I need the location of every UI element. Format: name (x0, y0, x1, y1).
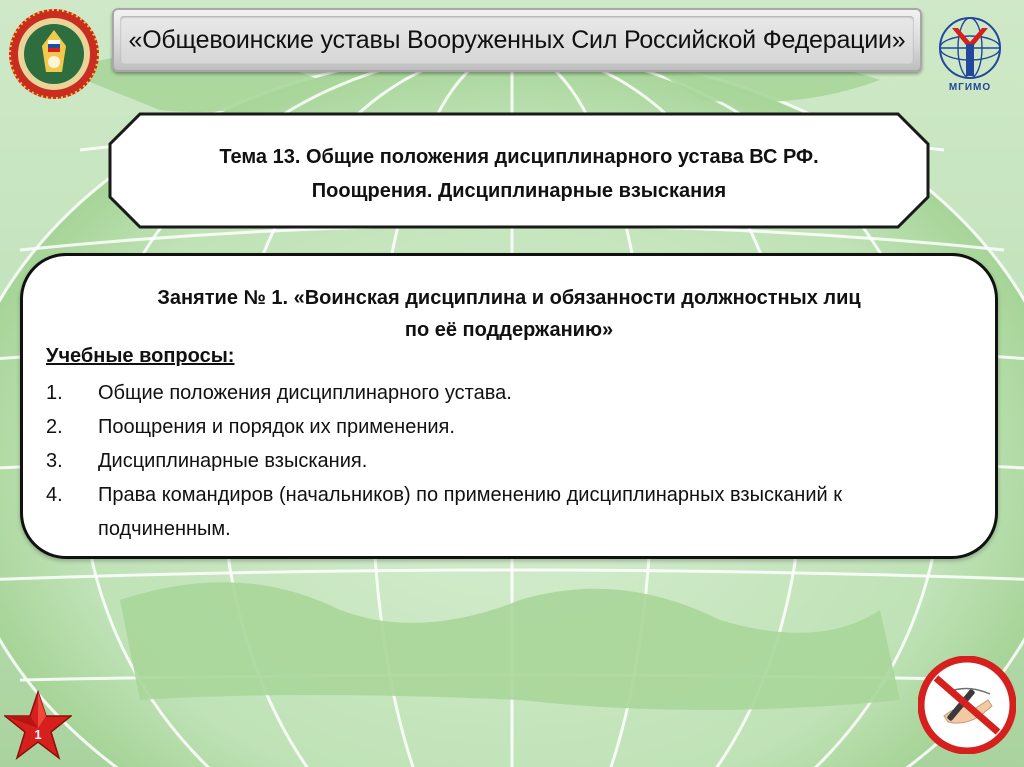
mgimo-logo-text: МГИМО (948, 82, 992, 93)
header-title: «Общевоинские уставы Вооруженных Сил Российской Федерации» (128, 25, 906, 54)
question-number: 3. (46, 450, 63, 472)
topic-line-2: Поощрения. Дисциплинарные взыскания (311, 180, 727, 202)
list-item (46, 410, 976, 444)
question-number: 2. (46, 416, 63, 438)
no-writing-icon[interactable] (918, 656, 1016, 754)
header-banner (112, 8, 922, 72)
lesson-title-line-1: Занятие № 1. «Воинская дисциплина и обязанности должностных лиц (157, 287, 861, 309)
ministry-emblem-icon (6, 6, 102, 102)
topic-line-1: Тема 13. Общие положения дисциплинарного устава ВС РФ. (219, 146, 819, 168)
lesson-title (20, 282, 998, 346)
mgimo-logo-icon (928, 14, 1012, 84)
question-text: Дисциплинарные взыскания. (98, 450, 368, 472)
mgimo-logo (928, 14, 1012, 104)
study-questions-heading: Учебные вопросы: (46, 345, 235, 367)
header-inner (120, 16, 914, 64)
list-item (46, 376, 976, 410)
lesson-title-line-2: по её поддержанию» (404, 319, 614, 341)
red-star-icon[interactable] (4, 690, 72, 762)
topic-heading (110, 140, 928, 208)
question-text: Права командиров (начальников) по применению дисциплинарных взысканий к подчиненным. (98, 484, 842, 540)
page-number: 1 (34, 727, 42, 742)
question-number: 1. (46, 382, 63, 404)
question-text: Общие положения дисциплинарного устава. (98, 382, 512, 404)
list-item (46, 444, 976, 478)
question-number: 4. (46, 484, 63, 506)
question-text: Поощрения и порядок их применения. (98, 416, 455, 438)
study-questions-list (46, 376, 976, 546)
list-item (46, 478, 976, 546)
